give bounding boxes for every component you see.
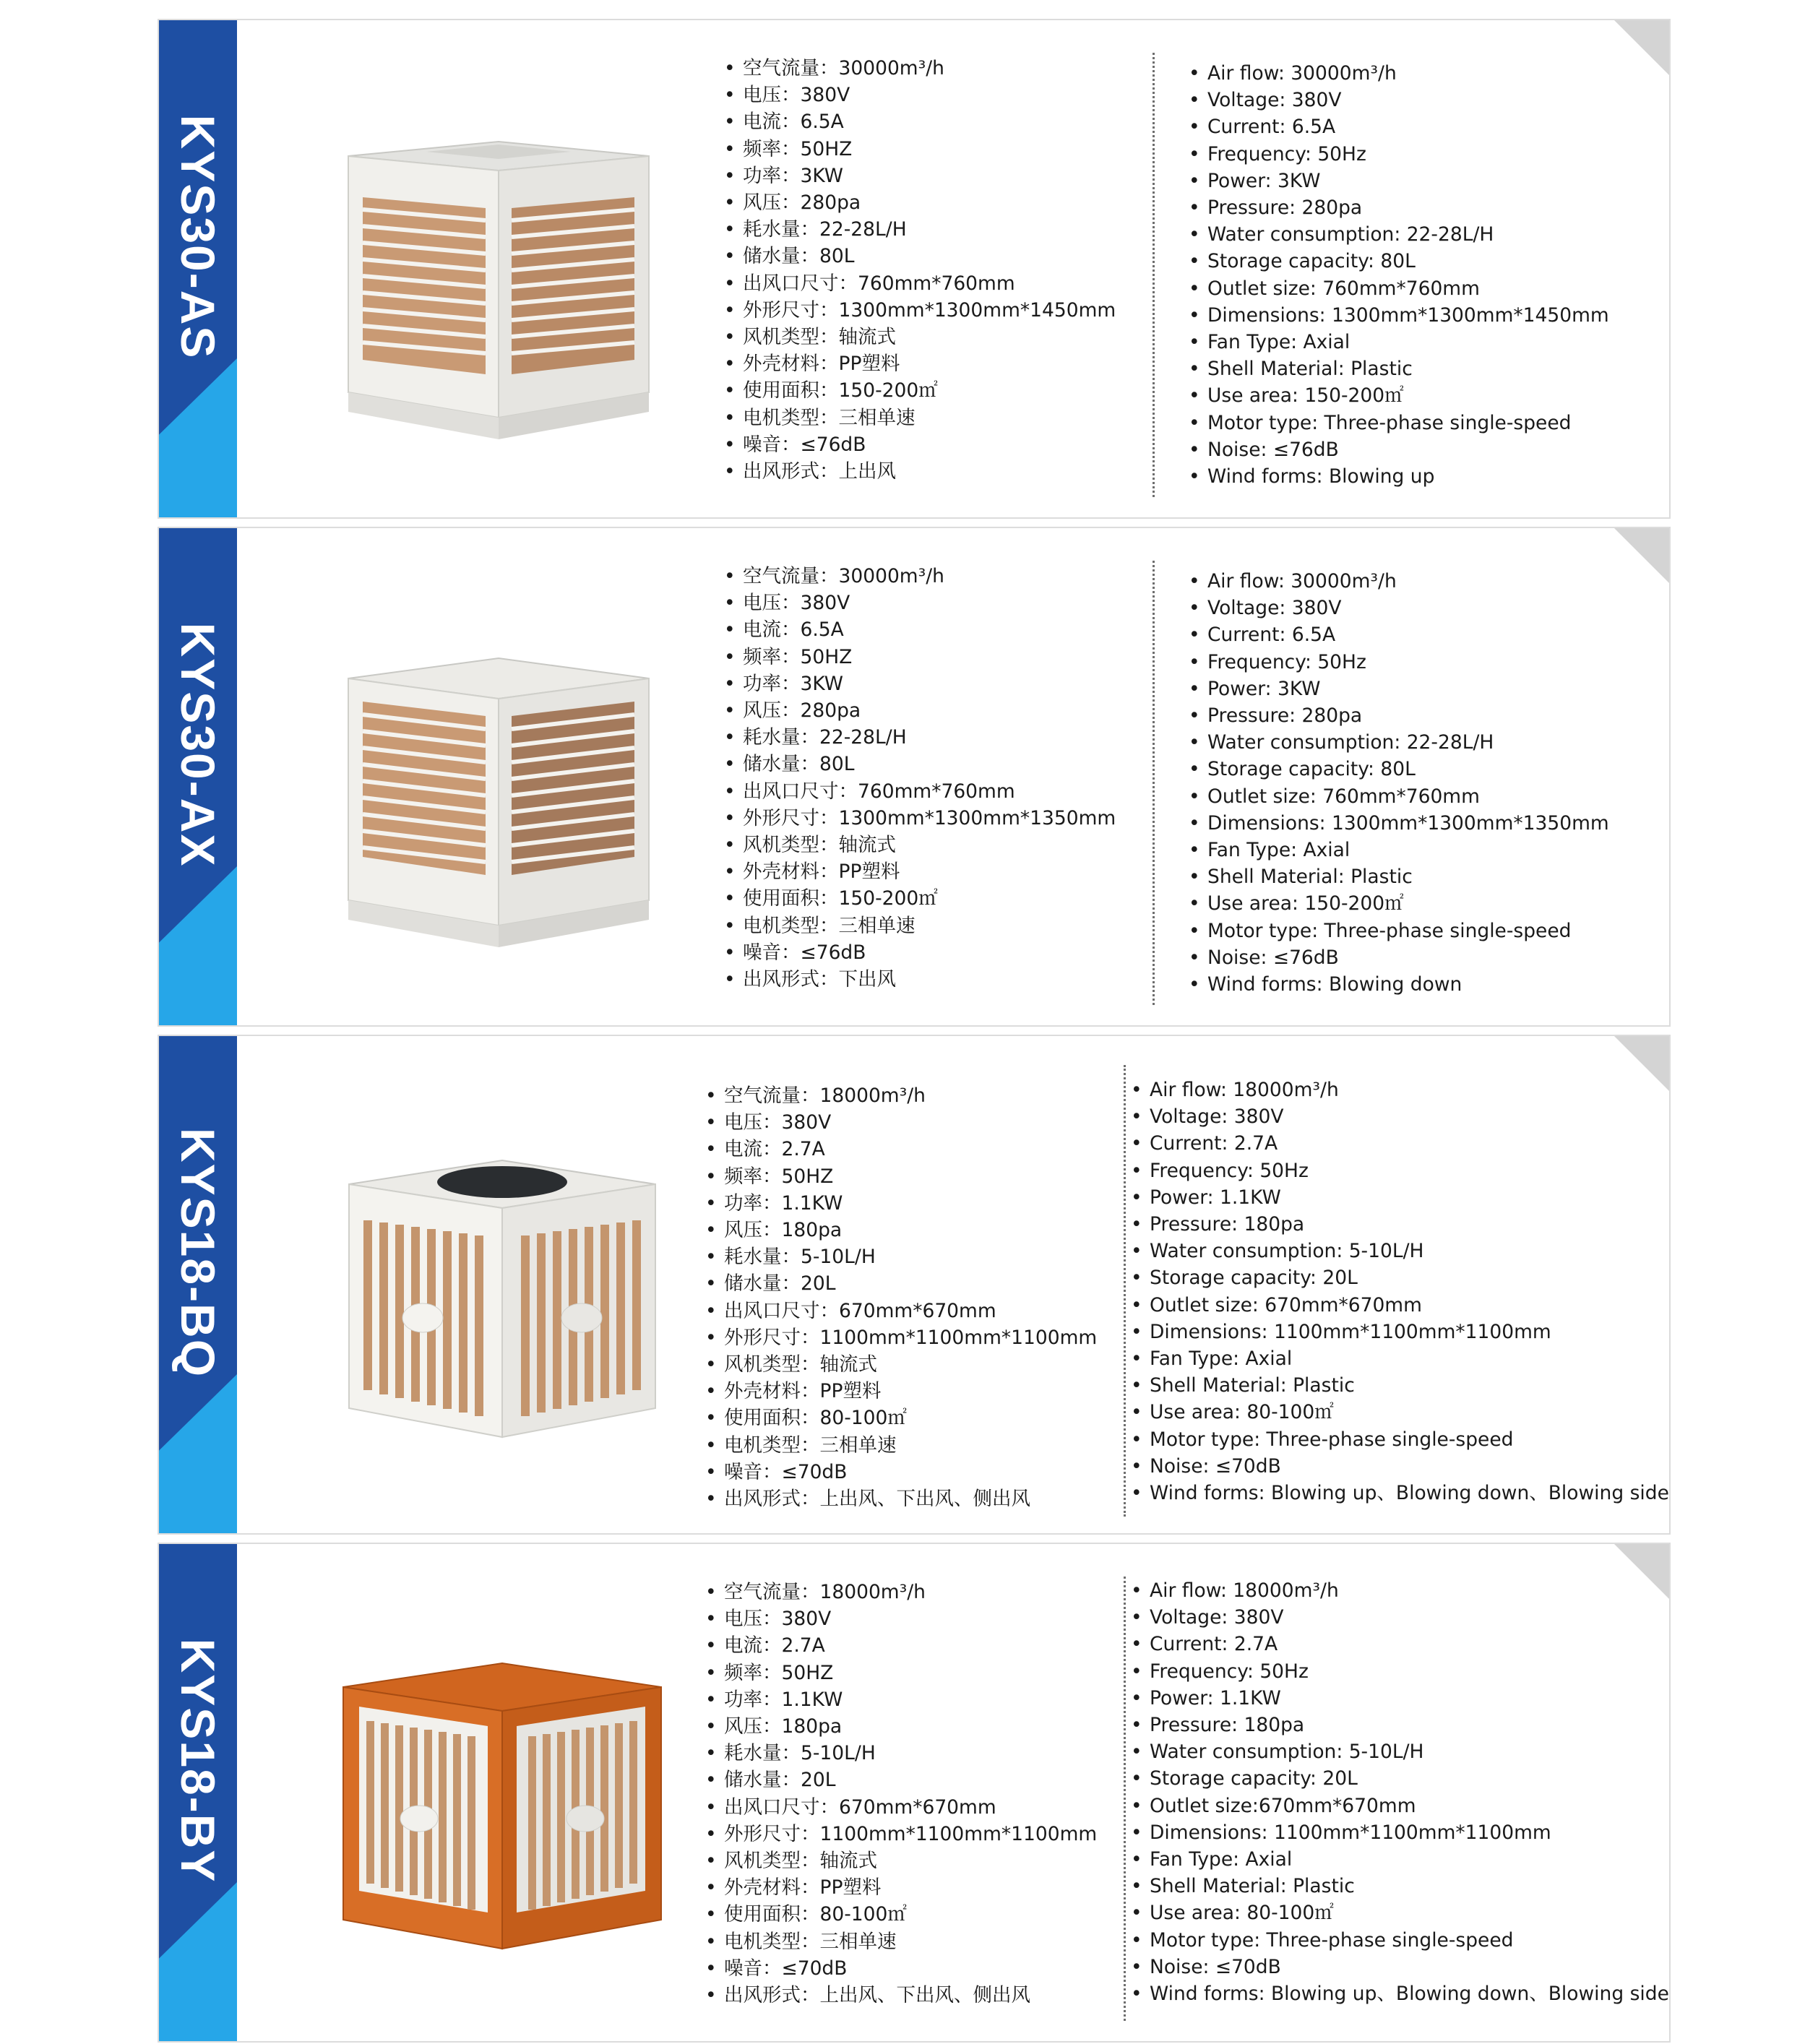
- spec-item-en: • Voltage: 380V: [1189, 87, 1609, 113]
- spec-item-en: • Current: 6.5A: [1189, 621, 1609, 648]
- spec-item-cn: • 出风口尺寸：760mm*760mm: [724, 778, 1116, 805]
- spec-item-cn: • 电流：6.5A: [724, 616, 1116, 643]
- spec-item-cn: • 功率：3KW: [724, 670, 1116, 697]
- dotted-divider: [1124, 1065, 1126, 1517]
- spec-item-cn: • 出风形式：下出风: [724, 966, 1116, 993]
- spec-item-en: • Dimensions: 1100mm*1100mm*1100mm: [1131, 1319, 1669, 1345]
- spec-item-cn: • 电流：2.7A: [705, 1136, 1097, 1163]
- spec-item-cn: • 频率：50HZ: [705, 1163, 1097, 1190]
- banner-accent: [159, 1882, 237, 2041]
- spec-item-en: • Noise: ≤70dB: [1131, 1453, 1669, 1480]
- spec-list-cn: [705, 1579, 1097, 2009]
- spec-item-cn: • 出风口尺寸：670mm*670mm: [705, 1794, 1097, 1821]
- spec-item-en: • Wind forms: Blowing up、Blowing down、Blowing side: [1131, 1480, 1669, 1506]
- spec-item-cn: • 出风口尺寸：670mm*670mm: [705, 1298, 1097, 1324]
- spec-item-en: • Power: 1.1KW: [1131, 1184, 1669, 1211]
- corner-decoration: [1614, 20, 1669, 75]
- spec-item-en: • Voltage: 380V: [1131, 1604, 1669, 1631]
- spec-item-cn: • 电流：2.7A: [705, 1632, 1097, 1659]
- spec-item-cn: • 空气流量：18000m³/h: [705, 1579, 1097, 1605]
- spec-item-en: • Power: 3KW: [1189, 676, 1609, 702]
- spec-item-cn: • 外壳材料：PP塑料: [705, 1378, 1097, 1405]
- spec-item-cn: • 使用面积：80-100㎡: [705, 1901, 1097, 1928]
- spec-item-en: • Water consumption: 5-10L/H: [1131, 1238, 1669, 1264]
- spec-item-cn: • 功率：1.1KW: [705, 1190, 1097, 1217]
- spec-item-en: • Frequency: 50Hz: [1189, 649, 1609, 676]
- spec-item-cn: • 耗水量：5-10L/H: [705, 1740, 1097, 1767]
- spec-item-en: • Pressure: 180pa: [1131, 1712, 1669, 1738]
- spec-item-en: • Pressure: 180pa: [1131, 1211, 1669, 1238]
- spec-item-cn: • 空气流量：30000m³/h: [724, 563, 1116, 590]
- spec-item-cn: • 噪音：≤70dB: [705, 1459, 1097, 1485]
- spec-item-en: • Dimensions: 1300mm*1300mm*1350mm: [1189, 810, 1609, 837]
- spec-item-en: • Noise: ≤76dB: [1189, 436, 1609, 463]
- spec-item-en: • Storage capacity: 20L: [1131, 1264, 1669, 1291]
- spec-item-en: • Power: 3KW: [1189, 168, 1609, 194]
- product-image-air-cooler: [318, 100, 679, 447]
- spec-item-en: • Storage capacity: 80L: [1189, 756, 1609, 782]
- spec-item-en: • Air flow: 30000m³/h: [1189, 60, 1609, 87]
- product-card: [158, 19, 1671, 519]
- spec-item-cn: • 出风形式：上出风: [724, 458, 1116, 485]
- spec-item-cn: • 电压：380V: [705, 1109, 1097, 1136]
- spec-item-cn: • 使用面积：150-200㎡: [724, 885, 1116, 912]
- spec-item-en: • Storage capacity: 80L: [1189, 248, 1609, 275]
- spec-list-en: [1131, 1077, 1669, 1506]
- spec-item-en: • Frequency: 50Hz: [1131, 1157, 1669, 1184]
- spec-item-en: • Outlet size: 760mm*760mm: [1189, 275, 1609, 302]
- spec-item-cn: • 频率：50HZ: [724, 644, 1116, 670]
- spec-item-en: • Fan Type: Axial: [1189, 837, 1609, 863]
- spec-item-en: • Fan Type: Axial: [1189, 329, 1609, 355]
- spec-item-cn: • 电压：380V: [724, 590, 1116, 616]
- spec-item-cn: • 风机类型：轴流式: [705, 1351, 1097, 1378]
- spec-item-en: • Voltage: 380V: [1131, 1103, 1669, 1130]
- spec-item-en: • Shell Material: Plastic: [1131, 1372, 1669, 1399]
- product-card: [158, 1543, 1671, 2043]
- model-name: KYS30-AS: [171, 114, 225, 360]
- spec-item-cn: • 耗水量：5-10L/H: [705, 1243, 1097, 1270]
- spec-item-cn: • 外形尺寸：1100mm*1100mm*1100mm: [705, 1821, 1097, 1847]
- spec-item-en: • Air flow: 30000m³/h: [1189, 568, 1609, 595]
- spec-item-cn: • 功率：3KW: [724, 163, 1116, 189]
- spec-item-cn: • 使用面积：80-100㎡: [705, 1405, 1097, 1431]
- dotted-divider: [1153, 561, 1155, 1005]
- spec-item-en: • Use area: 150-200㎡: [1189, 890, 1609, 917]
- spec-item-cn: • 电机类型：三相单速: [724, 913, 1116, 939]
- spec-item-en: • Water consumption: 22-28L/H: [1189, 729, 1609, 756]
- spec-item-en: • Current: 2.7A: [1131, 1130, 1669, 1157]
- spec-item-en: • Use area: 150-200㎡: [1189, 382, 1609, 409]
- product-image-air-cooler: [318, 608, 679, 954]
- spec-item-en: • Motor type: Three-phase single-speed: [1189, 918, 1609, 944]
- spec-item-en: • Wind forms: Blowing up、Blowing down、Blowing side: [1131, 1980, 1669, 2007]
- spec-item-en: • Fan Type: Axial: [1131, 1846, 1669, 1873]
- spec-item-cn: • 噪音：≤76dB: [724, 939, 1116, 966]
- spec-item-cn: • 出风口尺寸：760mm*760mm: [724, 270, 1116, 297]
- spec-item-cn: • 外形尺寸：1300mm*1300mm*1350mm: [724, 805, 1116, 832]
- spec-item-cn: • 电压：380V: [724, 82, 1116, 108]
- spec-item-en: • Wind forms: Blowing down: [1189, 971, 1609, 998]
- spec-item-en: • Use area: 80-100㎡: [1131, 1899, 1669, 1926]
- corner-decoration: [1614, 528, 1669, 583]
- spec-item-cn: • 频率：50HZ: [705, 1660, 1097, 1686]
- spec-item-en: • Air flow: 18000m³/h: [1131, 1577, 1669, 1604]
- spec-item-en: • Wind forms: Blowing up: [1189, 463, 1609, 490]
- product-image-air-cooler: [322, 1623, 683, 1970]
- banner-accent: [159, 1374, 237, 1533]
- spec-item-en: • Noise: ≤70dB: [1131, 1954, 1669, 1980]
- spec-item-cn: • 风机类型：轴流式: [724, 832, 1116, 858]
- product-card: [158, 1035, 1671, 1535]
- spec-item-en: • Use area: 80-100㎡: [1131, 1399, 1669, 1426]
- spec-item-en: • Dimensions: 1100mm*1100mm*1100mm: [1131, 1819, 1669, 1846]
- spec-item-en: • Shell Material: Plastic: [1189, 355, 1609, 382]
- spec-item-cn: • 耗水量：22-28L/H: [724, 724, 1116, 751]
- spec-item-cn: • 电流：6.5A: [724, 108, 1116, 135]
- spec-list-en: [1189, 60, 1609, 490]
- model-name: KYS18-BY: [171, 1638, 225, 1884]
- spec-item-en: • Motor type: Three-phase single-speed: [1189, 410, 1609, 436]
- banner-accent: [159, 358, 237, 517]
- spec-item-cn: • 电机类型：三相单速: [705, 1928, 1097, 1955]
- spec-item-cn: • 风压：180pa: [705, 1217, 1097, 1243]
- spec-item-en: • Current: 2.7A: [1131, 1631, 1669, 1657]
- spec-item-en: • Outlet size: 760mm*760mm: [1189, 783, 1609, 810]
- spec-item-en: • Outlet size: 670mm*670mm: [1131, 1292, 1669, 1319]
- spec-item-cn: • 电机类型：三相单速: [724, 405, 1116, 431]
- model-name: KYS18-BQ: [171, 1127, 225, 1379]
- spec-list-cn: [724, 563, 1116, 993]
- spec-item-en: • Noise: ≤76dB: [1189, 944, 1609, 971]
- spec-item-en: • Motor type: Three-phase single-speed: [1131, 1927, 1669, 1954]
- spec-list-cn: [705, 1082, 1097, 1512]
- spec-item-en: • Water consumption: 5-10L/H: [1131, 1738, 1669, 1765]
- spec-item-cn: • 功率：1.1KW: [705, 1686, 1097, 1713]
- spec-item-cn: • 出风形式：上出风、下出风、侧出风: [705, 1982, 1097, 2009]
- spec-item-cn: • 外壳材料：PP塑料: [724, 350, 1116, 377]
- spec-list-cn: [724, 55, 1116, 485]
- product-card: [158, 527, 1671, 1027]
- spec-item-cn: • 储水量：20L: [705, 1767, 1097, 1793]
- spec-item-en: • Outlet size:670mm*670mm: [1131, 1793, 1669, 1819]
- spec-item-cn: • 使用面积：150-200㎡: [724, 377, 1116, 404]
- spec-item-cn: • 外壳材料：PP塑料: [724, 858, 1116, 885]
- product-image-air-cooler: [322, 1116, 683, 1462]
- spec-item-en: • Pressure: 280pa: [1189, 702, 1609, 729]
- spec-item-en: • Voltage: 380V: [1189, 595, 1609, 621]
- spec-item-cn: • 风机类型：轴流式: [724, 324, 1116, 350]
- spec-item-en: • Fan Type: Axial: [1131, 1345, 1669, 1372]
- spec-list-en: [1189, 568, 1609, 998]
- spec-item-cn: • 储水量：80L: [724, 751, 1116, 777]
- spec-item-en: • Water consumption: 22-28L/H: [1189, 221, 1609, 248]
- spec-item-en: • Shell Material: Plastic: [1189, 863, 1609, 890]
- spec-item-en: • Air flow: 18000m³/h: [1131, 1077, 1669, 1103]
- spec-item-cn: • 电机类型：三相单速: [705, 1432, 1097, 1459]
- spec-item-cn: • 噪音：≤70dB: [705, 1955, 1097, 1982]
- spec-item-en: • Pressure: 280pa: [1189, 194, 1609, 221]
- dotted-divider: [1124, 1577, 1126, 2021]
- spec-item-en: • Storage capacity: 20L: [1131, 1765, 1669, 1792]
- spec-item-cn: • 风压：280pa: [724, 697, 1116, 724]
- spec-item-cn: • 风压：280pa: [724, 189, 1116, 216]
- spec-item-en: • Motor type: Three-phase single-speed: [1131, 1426, 1669, 1453]
- spec-item-cn: • 耗水量：22-28L/H: [724, 216, 1116, 243]
- spec-item-cn: • 出风形式：上出风、下出风、侧出风: [705, 1485, 1097, 1512]
- spec-item-en: • Shell Material: Plastic: [1131, 1873, 1669, 1899]
- model-name: KYS30-AX: [171, 622, 225, 868]
- spec-item-en: • Dimensions: 1300mm*1300mm*1450mm: [1189, 302, 1609, 329]
- spec-item-cn: • 噪音：≤76dB: [724, 431, 1116, 458]
- spec-item-en: • Frequency: 50Hz: [1189, 141, 1609, 168]
- spec-item-cn: • 频率：50HZ: [724, 136, 1116, 163]
- spec-item-cn: • 外壳材料：PP塑料: [705, 1874, 1097, 1901]
- spec-list-en: [1131, 1577, 1669, 2007]
- spec-item-cn: • 储水量：80L: [724, 243, 1116, 269]
- spec-item-cn: • 空气流量：18000m³/h: [705, 1082, 1097, 1109]
- spec-item-cn: • 电压：380V: [705, 1605, 1097, 1632]
- spec-item-cn: • 储水量：20L: [705, 1270, 1097, 1297]
- spec-item-cn: • 空气流量：30000m³/h: [724, 55, 1116, 82]
- spec-item-cn: • 外形尺寸：1100mm*1100mm*1100mm: [705, 1324, 1097, 1351]
- banner-accent: [159, 866, 237, 1025]
- dotted-divider: [1153, 53, 1155, 497]
- spec-item-cn: • 风机类型：轴流式: [705, 1847, 1097, 1874]
- spec-item-en: • Current: 6.5A: [1189, 113, 1609, 140]
- spec-item-en: • Frequency: 50Hz: [1131, 1658, 1669, 1685]
- spec-item-cn: • 风压：180pa: [705, 1713, 1097, 1740]
- spec-item-en: • Power: 1.1KW: [1131, 1685, 1669, 1712]
- spec-item-cn: • 外形尺寸：1300mm*1300mm*1450mm: [724, 297, 1116, 324]
